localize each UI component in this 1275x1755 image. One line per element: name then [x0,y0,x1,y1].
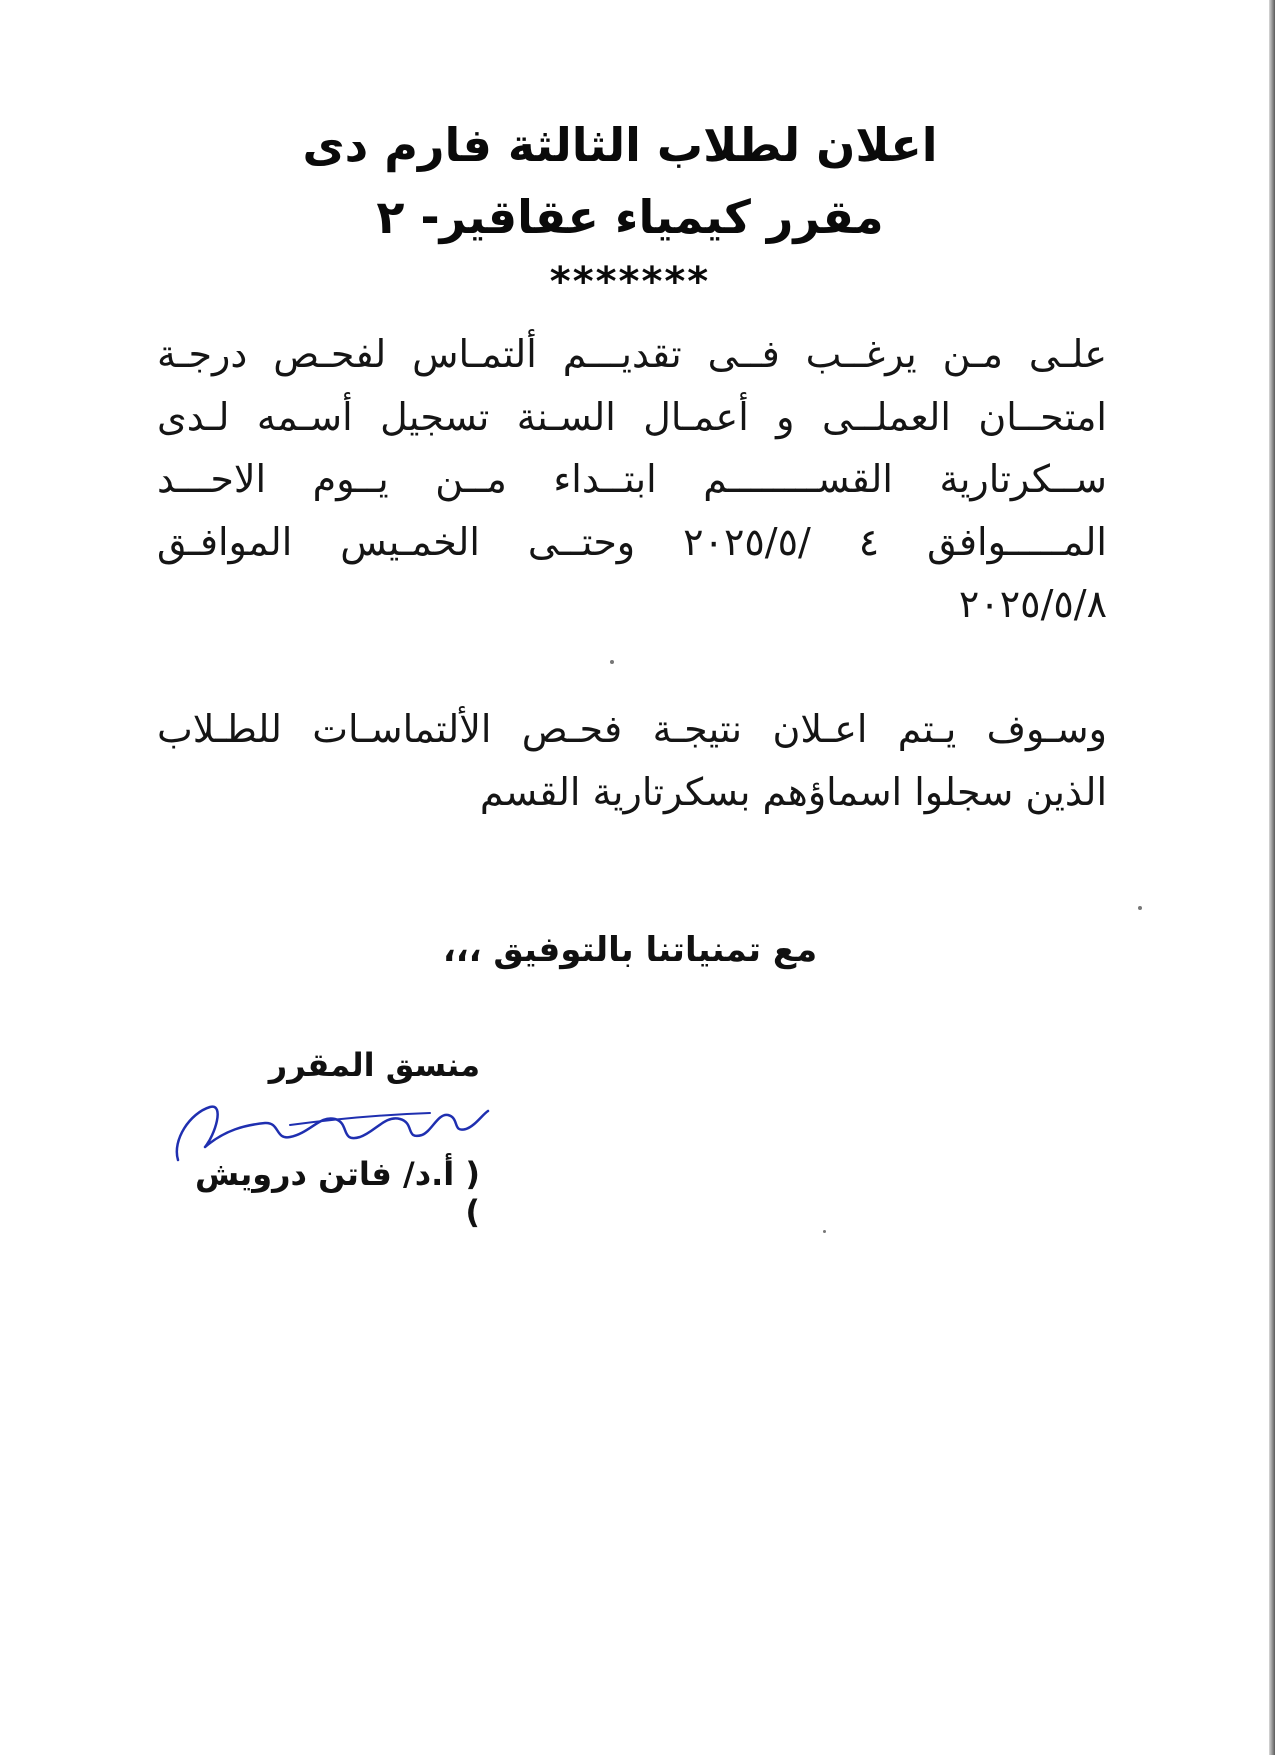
scan-speck [823,1230,826,1233]
result-notice-line-2: الذين سجلوا اسماؤهم بسكرتارية القسم [479,770,1107,814]
notice-line-1: علـى مـن يرغــب فــى تقديـــم ألتمـاس لفحـص درجـة [157,332,1107,376]
notice-line-4: المـــــوافق ٤ /٢٠٢٥/٥ وحتــى الخمـيس الموافـق [157,520,1107,564]
scan-edge [1269,0,1275,1755]
notice-line-3: ســكرتارية القســــــــم ابتــداء مــن يــوم الاحـــد [157,457,1107,501]
signatory-role: منسق المقرر [268,1046,480,1084]
result-notice-line-1: وسـوف يـتم اعـلان نتيجـة فحـص الألتماسـات للطـلاب [157,707,1107,751]
title-separator: ******* [549,259,711,305]
scan-speck [1138,906,1142,910]
scan-speck [610,660,614,664]
signatory-name: ( أ.د/ فاتن درويش ) [194,1155,480,1231]
closing-wishes: مع تمنياتنا بالتوفيق ،،، [442,930,818,970]
notice-line-2: امتحــان العملــى و أعمـال السـنة تسجيل أسـمه لـدى [157,395,1107,439]
notice-line-5: ٢٠٢٥/٥/٨ [958,582,1107,626]
course-title: مقرر كيمياء عقاقير- ٢ [376,190,884,244]
announcement-title: اعلان لطلاب الثالثة فارم دى [302,118,938,172]
